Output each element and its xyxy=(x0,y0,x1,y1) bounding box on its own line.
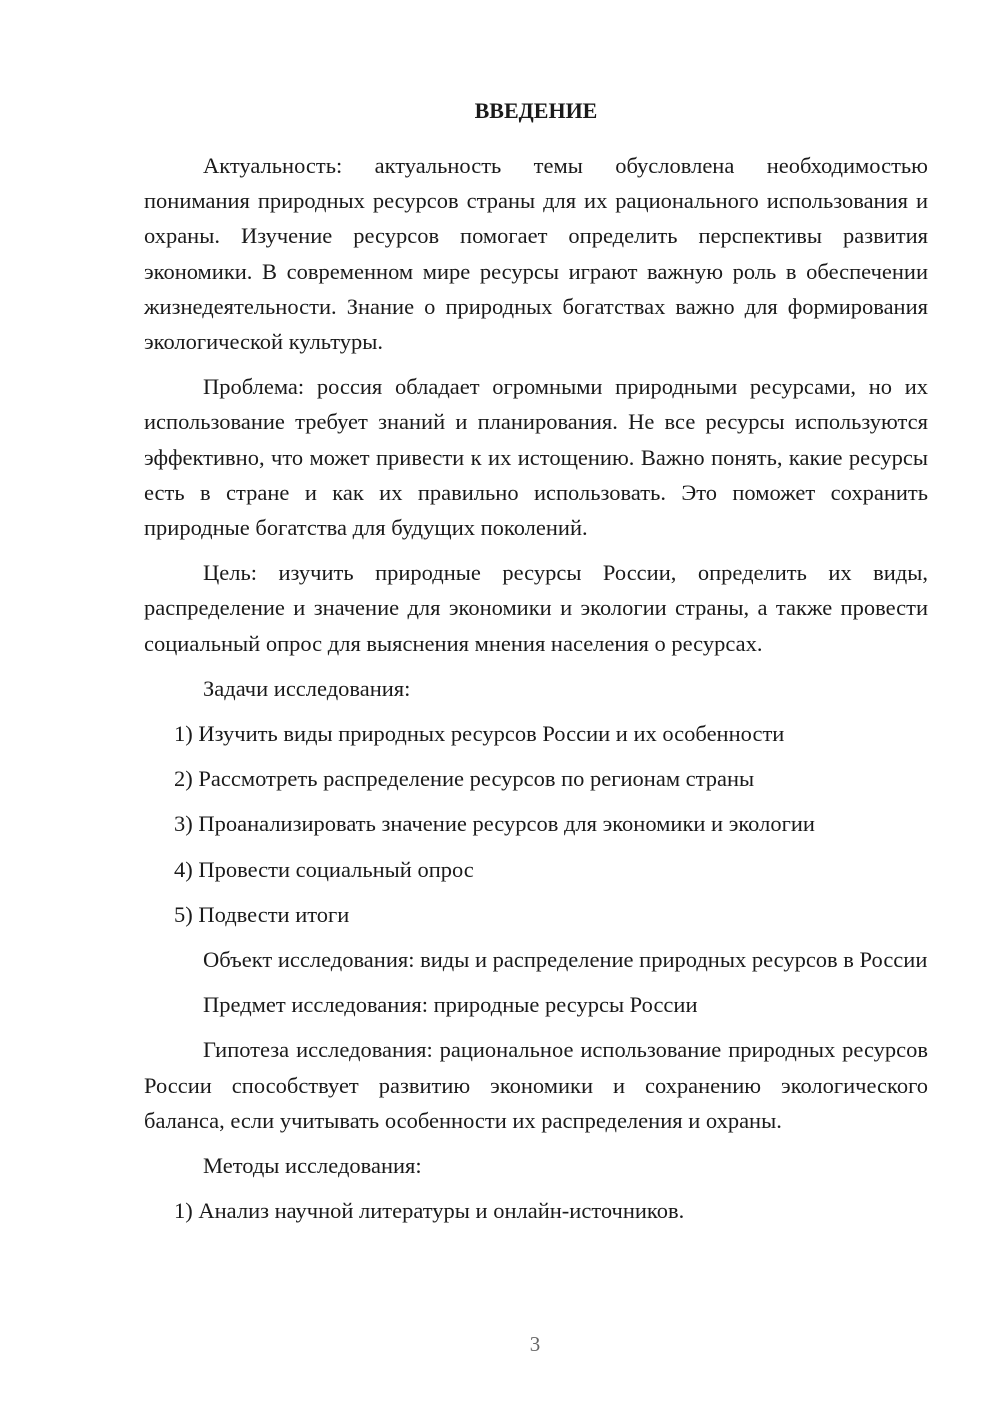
tasks-list xyxy=(144,716,928,932)
task-item: 4) Провести социальный опрос xyxy=(174,856,474,882)
task-item: 2) Рассмотреть распределение ресурсов по регионам страны xyxy=(174,766,755,792)
object-paragraph: Объект исследования: виды и распределение природных ресурсов в России xyxy=(203,947,928,973)
task-item: 3) Проанализировать значение ресурсов для экономики и экологии xyxy=(174,811,815,837)
task-item: 5) Подвести итоги xyxy=(174,901,350,927)
method-item: 1) Анализ научной литературы и онлайн-источников. xyxy=(174,1198,685,1224)
problem-paragraph: Проблема: россия обладает огромными природными ресурсами, но их использование требует знаний и планирования. Не все ресурсы используются эффективно, что может привести к их истощению. Важно понять, какие ресурсы есть в стране и как их правильно использовать. Это поможет сохранить природные богатства для будущих поколений. xyxy=(144,374,928,541)
methods-label: Методы исследования: xyxy=(203,1153,422,1179)
page-content xyxy=(144,96,928,1238)
hypothesis-paragraph: Гипотеза исследования: рациональное использование природных ресурсов России способствует развитию экономики и сохранению экологического баланса, если учитывать особенности их распределения и охраны. xyxy=(144,1037,928,1133)
tasks-label: Задачи исследования: xyxy=(203,675,411,701)
page-number: 3 xyxy=(529,1332,541,1356)
task-item: 1) Изучить виды природных ресурсов России и их особенности xyxy=(174,721,785,747)
methods-list xyxy=(144,1193,928,1228)
relevance-paragraph: Актуальность: актуальность темы обусловлена необходимостью понимания природных ресурсов страны для их рационального использования и охраны. Изучение ресурсов помогает определить перспективы развития экономики. В современном мире ресурсы играют важную роль в обеспечении жизнедеятельности. Знание о природных богатствах важно для формирования экологической культуры. xyxy=(144,153,928,355)
section-heading: ВВЕДЕНИЕ xyxy=(474,98,598,123)
subject-paragraph: Предмет исследования: природные ресурсы России xyxy=(203,992,698,1018)
goal-paragraph: Цель: изучить природные ресурсы России, определить их виды, распределение и значение для экономики и экологии страны, а также провести социальный опрос для выяснения мнения населения о ресурсах. xyxy=(144,560,928,656)
